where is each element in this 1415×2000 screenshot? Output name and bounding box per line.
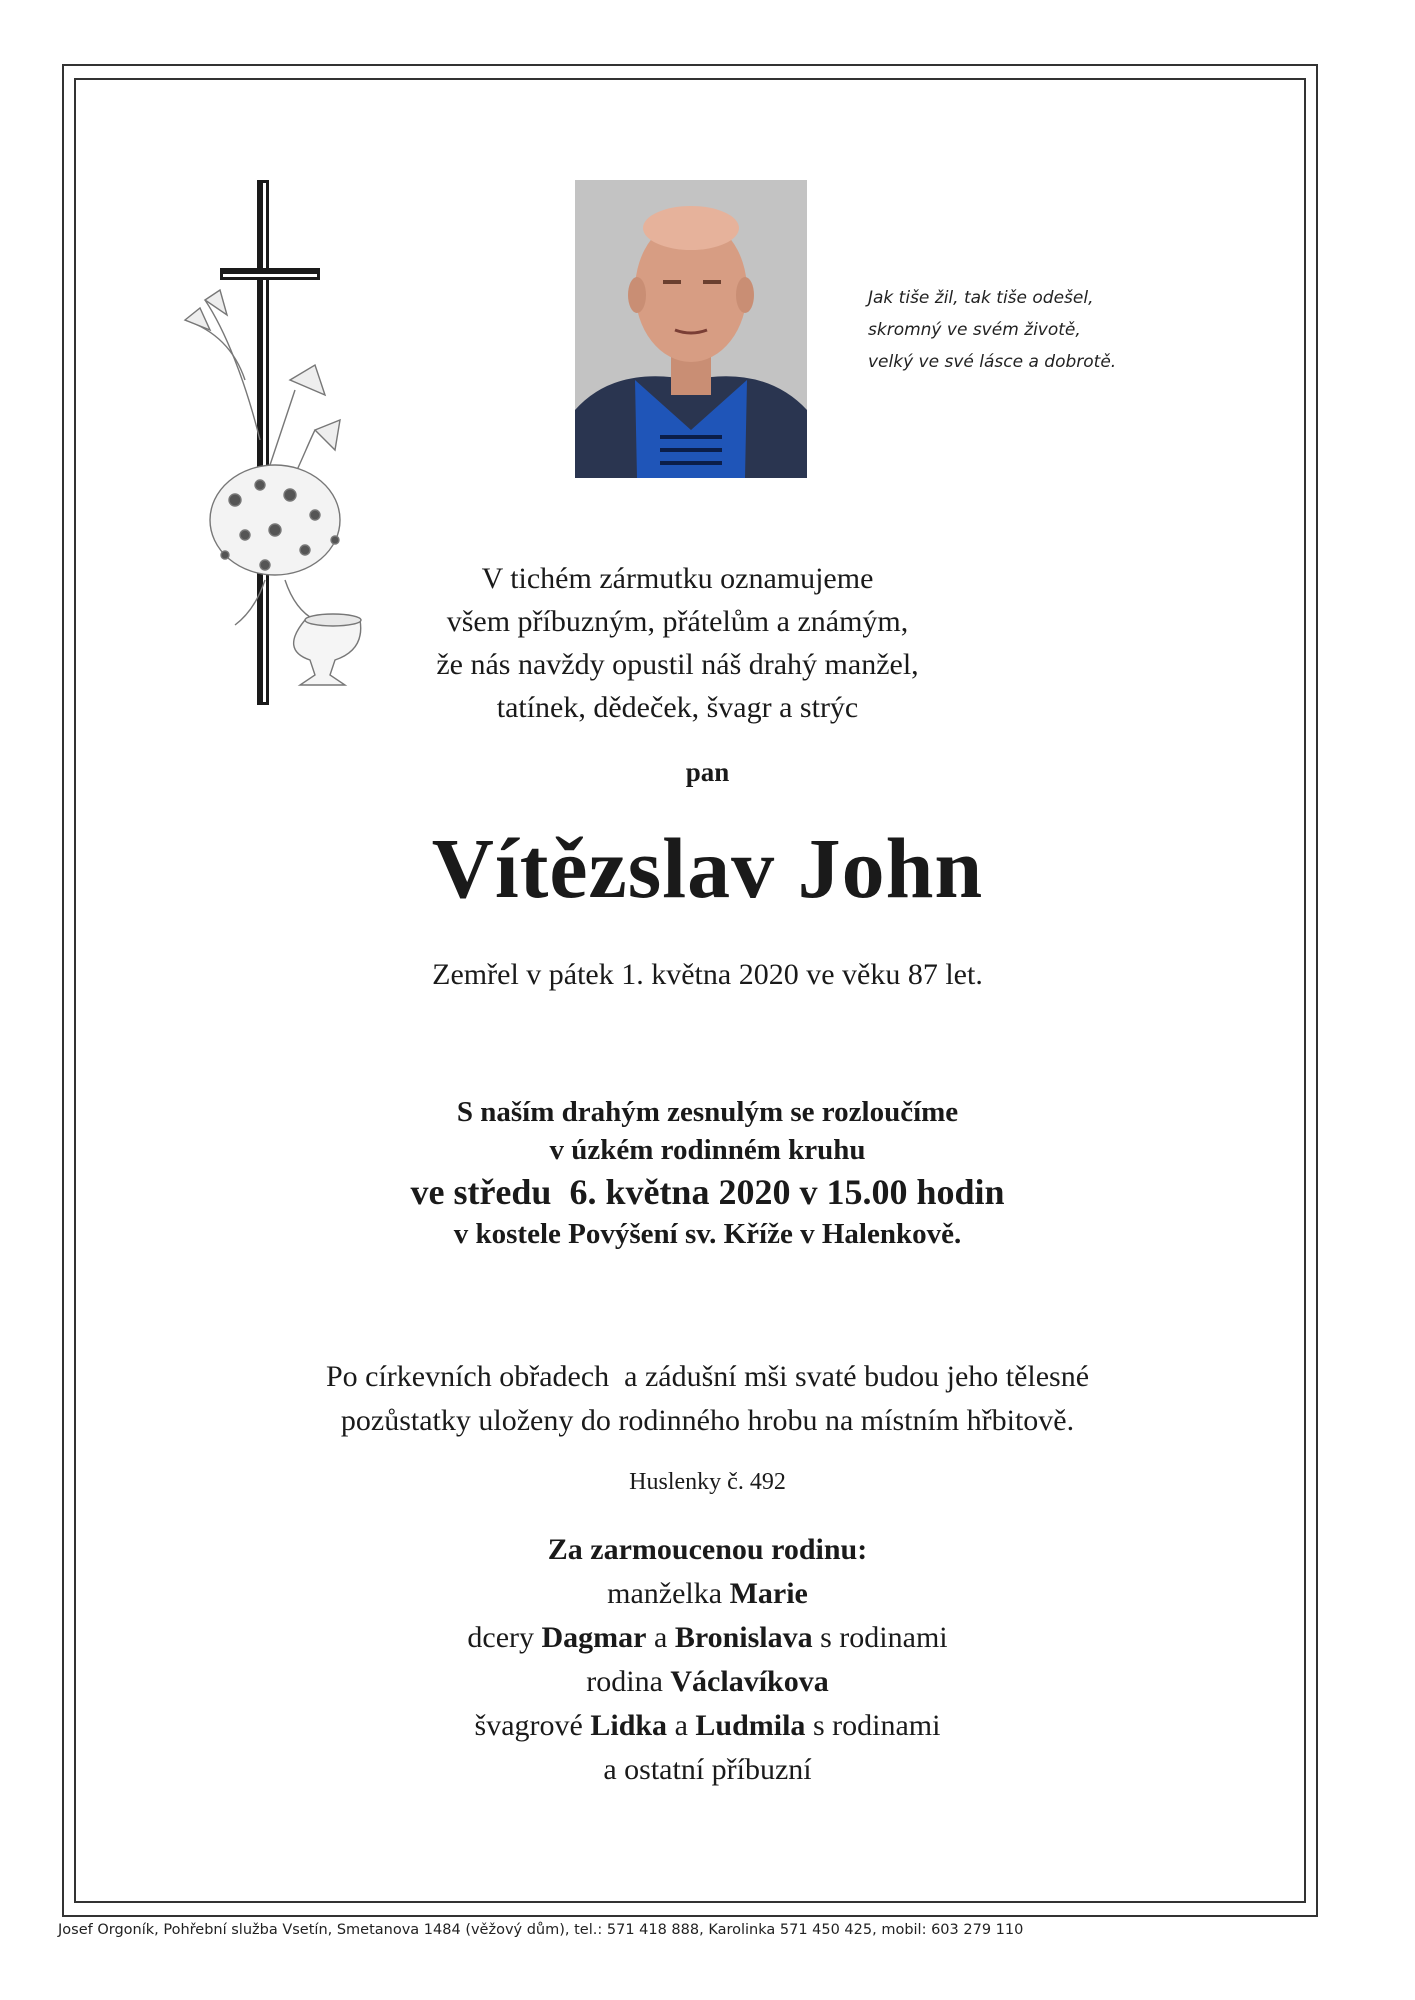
burial-line: Po církevních obřadech a zádušní mši svaté budou jeho tělesné bbox=[325, 1360, 1090, 1393]
relation: švagrové bbox=[474, 1709, 591, 1742]
relation: manželka bbox=[607, 1577, 730, 1610]
relative-name: Lidka bbox=[590, 1709, 668, 1742]
farewell-location: v kostele Povýšení sv. Kříže v Halenkově. bbox=[453, 1218, 962, 1250]
portrait-photo bbox=[575, 180, 807, 478]
relative-name: Bronislava bbox=[674, 1621, 813, 1654]
deceased-name: Vítězslav John bbox=[431, 820, 984, 916]
motto-line: skromný ve svém životě, bbox=[868, 320, 1081, 340]
relation-suffix: s rodinami bbox=[812, 1621, 948, 1654]
death-date: Zemřel v pátek 1. května 2020 ve věku 87 let. bbox=[432, 958, 983, 991]
motto-line: Jak tiše žil, tak tiše odešel, bbox=[868, 288, 1094, 308]
relation: a ostatní příbuzní bbox=[603, 1753, 812, 1786]
farewell-line: v úzkém rodinném kruhu bbox=[549, 1134, 866, 1166]
relative-name: Václavíkova bbox=[670, 1665, 829, 1698]
title-pan: pan bbox=[685, 757, 730, 787]
family-heading: Za zarmoucenou rodinu: bbox=[547, 1533, 868, 1566]
funeral-service-footer: Josef Orgoník, Pohřební služba Vsetín, Smetanova 1484 (věžový dům), tel.: 571 418 888, Karolinka 571 450 425, mobil: 603 279 110 bbox=[58, 1922, 1024, 1938]
announcement-line: V tichém zármutku oznamujeme bbox=[481, 562, 874, 595]
conjunction: a bbox=[646, 1621, 675, 1654]
burial-info bbox=[0, 1355, 1415, 1443]
motto-line: velký ve své lásce a dobrotě. bbox=[868, 352, 1117, 372]
relative-name: Marie bbox=[729, 1577, 808, 1610]
family-list bbox=[0, 1528, 1415, 1792]
announcement bbox=[0, 557, 1415, 729]
relation: dcery bbox=[467, 1621, 542, 1654]
relative-name: Dagmar bbox=[541, 1621, 647, 1654]
announcement-line: všem příbuzným, přátelům a známým, bbox=[446, 605, 909, 638]
farewell-info bbox=[0, 1093, 1415, 1253]
relative-name: Ludmila bbox=[695, 1709, 806, 1742]
burial-line: pozůstatky uloženy do rodinného hrobu na místním hřbitově. bbox=[340, 1404, 1075, 1437]
relation-suffix: s rodinami bbox=[805, 1709, 941, 1742]
announcement-line: že nás navždy opustil náš drahý manžel, bbox=[436, 648, 919, 681]
conjunction: a bbox=[667, 1709, 696, 1742]
farewell-datetime: ve středu 6. května 2020 v 15.00 hodin bbox=[410, 1172, 1005, 1212]
relation: rodina bbox=[586, 1665, 671, 1698]
announcement-line: tatínek, dědeček, švagr a strýc bbox=[496, 691, 859, 724]
family-address: Huslenky č. 492 bbox=[629, 1469, 786, 1495]
farewell-line: S naším drahým zesnulým se rozloučíme bbox=[456, 1096, 959, 1128]
motto bbox=[868, 282, 1188, 378]
